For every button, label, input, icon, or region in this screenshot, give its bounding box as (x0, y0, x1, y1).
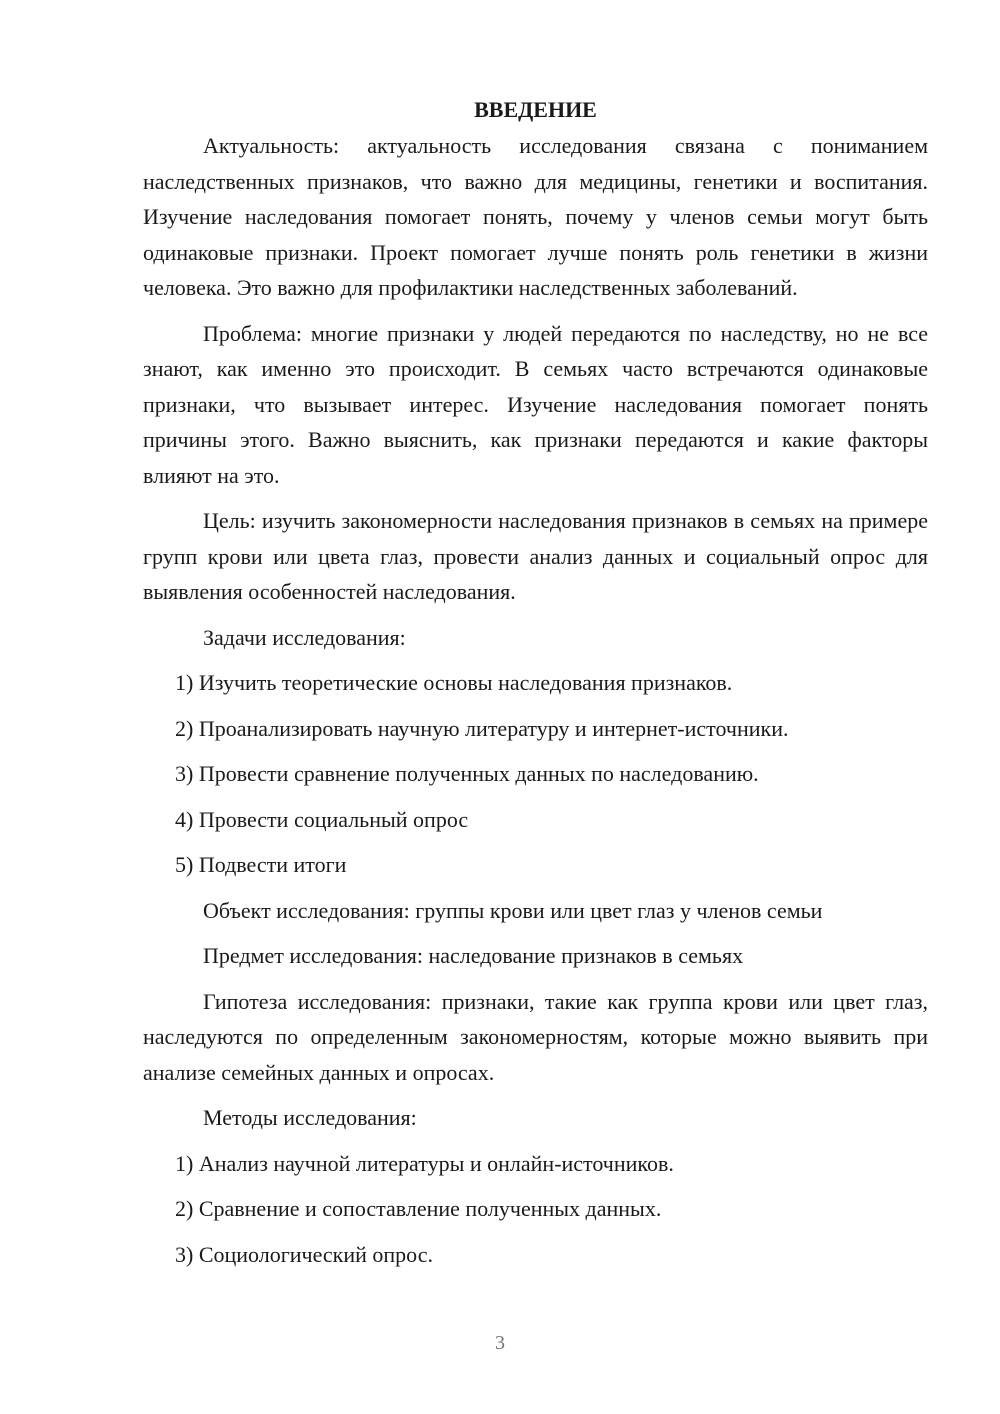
goal-paragraph: Цель: изучить закономерности наследования признаков в семьях на примере групп крови или цвета глаз, провести анализ данных и социальный опрос для выявления особенностей наследования. (143, 508, 928, 604)
relevance-paragraph: Актуальность: актуальность исследования связана с пониманием наследственных признаков, что важно для медицины, генетики и воспитания. Изучение наследования помогает понять, почему у членов семьи могут быть одинаковые признаки. Проект помогает лучше понять роль генетики в жизни человека. Это важно для профилактики наследственных заболеваний. (143, 133, 928, 300)
task-item: 5) Подвести итоги (175, 852, 347, 877)
methods-title: Методы исследования: (203, 1105, 417, 1130)
hypothesis-paragraph: Гипотеза исследования: признаки, такие как группа крови или цвет глаз, наследуются по определенным закономерностям, которые можно выявить при анализе семейных данных и опросах. (143, 988, 928, 1085)
task-item: 1) Изучить теоретические основы наследования признаков. (175, 670, 733, 695)
task-item: 2) Проанализировать научную литературу и интернет-источники. (175, 715, 789, 741)
subject-line: Предмет исследования: наследование признаков в семьях (203, 943, 744, 968)
page-number: 3 (495, 1332, 505, 1354)
task-item: 4) Провести социальный опрос (175, 806, 469, 832)
problem-paragraph: Проблема: многие признаки у людей передаются по наследству, но не все знают, как именно это происходит. В семьях часто встречаются одинаковые признаки, что вызывает интерес. Изучение наследования помогает понять причины этого. Важно выяснить, как признаки передаются и какие факторы влияют на это. (143, 320, 928, 488)
object-line: Объект исследования: группы крови или цвет глаз у членов семьи (203, 897, 823, 923)
method-item: 3) Социологический опрос. (175, 1241, 433, 1267)
document-body (143, 92, 928, 1282)
tasks-title: Задачи исследования: (203, 624, 406, 650)
method-item: 2) Сравнение и сопоставление полученных данных. (175, 1196, 662, 1221)
section-heading: ВВЕДЕНИЕ (474, 97, 597, 122)
method-item: 1) Анализ научной литературы и онлайн-источников. (175, 1150, 674, 1176)
task-item: 3) Провести сравнение полученных данных по наследованию. (175, 761, 759, 786)
